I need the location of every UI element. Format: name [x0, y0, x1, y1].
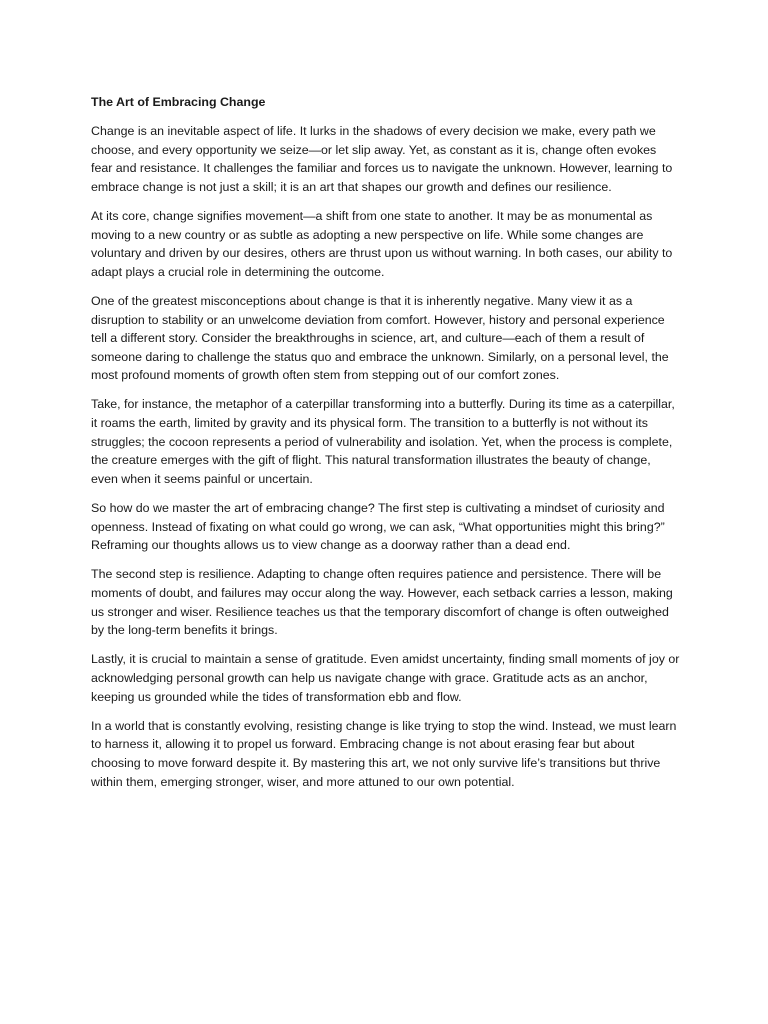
paragraph: Lastly, it is crucial to maintain a sense of gratitude. Even amidst uncertainty, finding small moments of joy or acknowledging personal growth can help us navigate change with grace. Gratitude acts as an anchor, keeping us grounded while the tides of transformation ebb and flow. — [91, 652, 680, 704]
paragraph: At its core, change signifies movement—a shift from one state to another. It may be as monumental as moving to a new country or as subtle as adopting a new perspective on life. While some changes are voluntary and driven by our desires, others are thrust upon us without warning. In both cases, our ability to adapt plays a crucial role in determining the outcome. — [91, 208, 673, 279]
paragraph: Take, for instance, the metaphor of a caterpillar transforming into a butterfly. During its time as a caterpillar, it roams the earth, limited by gravity and its physical form. The transition to a butterfly is not without its struggles; the cocoon represents a period of vulnerability and isolation. Yet, when the process is complete, the creature emerges with the gift of flight. This natural transformation illustrates the beauty of change, even when it seems painful or uncertain. — [91, 397, 675, 486]
document-title: The Art of Embracing Change — [91, 95, 266, 109]
paragraph: The second step is resilience. Adapting to change often requires patience and persistence. There will be moments of doubt, and failures may occur along the way. However, each setback carries a lesson, making us stronger and wiser. Resilience teaches us that the temporary discomfort of change is often outweighed by the long-term benefits it brings. — [91, 567, 673, 638]
paragraph: So how do we master the art of embracing change? The first step is cultivating a mindset of curiosity and openness. Instead of fixating on what could go wrong, we can ask, “What opportunities might this bring?” Reframing our thoughts allows us to view change as a doorway rather than a dead end. — [91, 501, 665, 553]
document-body — [91, 93, 681, 802]
paragraph: One of the greatest misconceptions about change is that it is inherently negative. Many view it as a disruption to stability or an unwelcome deviation from comfort. However, history and personal experience tell a different story. Consider the breakthroughs in science, art, and culture—each of them a result of someone daring to challenge the status quo and embrace the unknown. Similarly, on a personal level, the most profound moments of growth often stem from stepping out of our comfort zones. — [91, 293, 669, 383]
paragraph: Change is an inevitable aspect of life. It lurks in the shadows of every decision we make, every path we choose, and every opportunity we seize—or let slip away. Yet, as constant as it is, change often evokes fear and resistance. It challenges the familiar and forces us to navigate the unknown. However, learning to embrace change is not just a skill; it is an art that shapes our growth and defines our resilience. — [91, 123, 673, 194]
paragraph: In a world that is constantly evolving, resisting change is like trying to stop the wind. Instead, we must learn to harness it, allowing it to propel us forward. Embracing change is not about erasing fear but about choosing to move forward despite it. By mastering this art, we not only survive life’s transitions but thrive within them, emerging stronger, wiser, and more attuned to our own potential. — [91, 718, 677, 789]
